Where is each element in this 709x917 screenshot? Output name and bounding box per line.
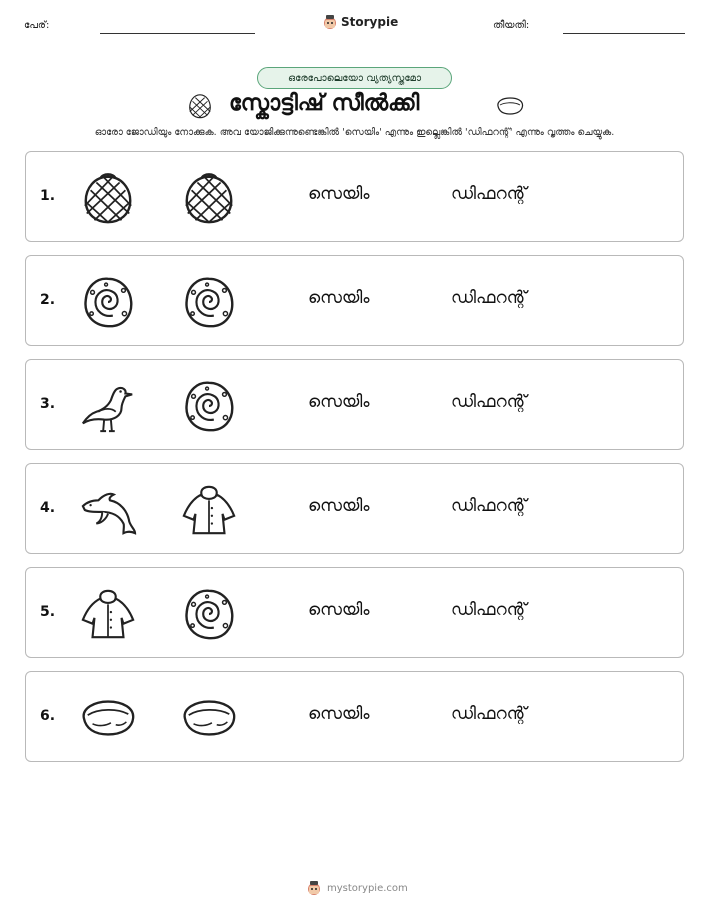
brand-logo [323,14,398,30]
shell-icon [180,585,238,643]
same-option[interactable]: സെയിം [308,496,370,516]
same-option[interactable]: സെയിം [308,288,370,308]
rock-icon [79,689,137,747]
question-number: 4. [40,500,56,516]
different-option[interactable]: ഡിഫറന്റ് [451,392,527,412]
date-field[interactable] [563,33,685,34]
question-row-5 [25,567,684,658]
gull-icon [79,377,137,435]
worksheet-type-badge: ഒരേപോലെയോ വ്യത്യസ്തമോ [257,67,452,89]
rock-icon [495,95,525,121]
footer-url[interactable]: mystorypie.com [327,882,408,894]
cloak-icon [180,481,238,539]
different-option[interactable]: ഡിഫറന്റ് [451,288,527,308]
rock-icon [180,689,238,747]
different-option[interactable]: ഡിഫറന്റ് [451,600,527,620]
shell-icon [79,273,137,331]
same-option[interactable]: സെയിം [308,392,370,412]
dolphin-icon [79,481,137,539]
shell-icon [180,377,238,435]
net-icon [180,169,238,227]
question-row-6 [25,671,684,762]
question-row-1 [25,151,684,242]
shell-icon [180,273,238,331]
question-number: 5. [40,604,56,620]
name-field[interactable] [100,33,255,34]
same-option[interactable]: സെയിം [308,704,370,724]
different-option[interactable]: ഡിഫറന്റ് [451,496,527,516]
date-label: തീയതി: [493,20,530,31]
net-icon [79,169,137,227]
different-option[interactable]: ഡിഫറന്റ് [451,704,527,724]
question-number: 6. [40,708,56,724]
brand-name: Storypie [341,15,399,29]
question-number: 2. [40,292,56,308]
question-row-3 [25,359,684,450]
different-option[interactable]: ഡിഫറന്റ് [451,184,527,204]
question-row-4 [25,463,684,554]
instructions: ഓരോ ജോഡിയും നോക്കുക. അവ യോജിക്കുന്നുണ്ടെങ്കിൽ 'സെയിം' എന്നും ഇല്ലെങ്കിൽ 'ഡിഫറന്റ്' എന്നും വൃത്തം ചെയ്യുക. [94,127,615,138]
question-number: 3. [40,396,56,412]
net-icon [186,92,214,124]
storypie-logo-icon [307,880,321,896]
page-title: സ്കോട്ടിഷ് സീൽക്കി [229,91,420,116]
footer [307,880,408,896]
title-row [0,91,709,121]
name-label: പേര്: [24,20,50,31]
question-row-2 [25,255,684,346]
question-number: 1. [40,188,56,204]
storypie-logo-icon [323,14,337,30]
same-option[interactable]: സെയിം [308,184,370,204]
same-option[interactable]: സെയിം [308,600,370,620]
cloak-icon [79,585,137,643]
